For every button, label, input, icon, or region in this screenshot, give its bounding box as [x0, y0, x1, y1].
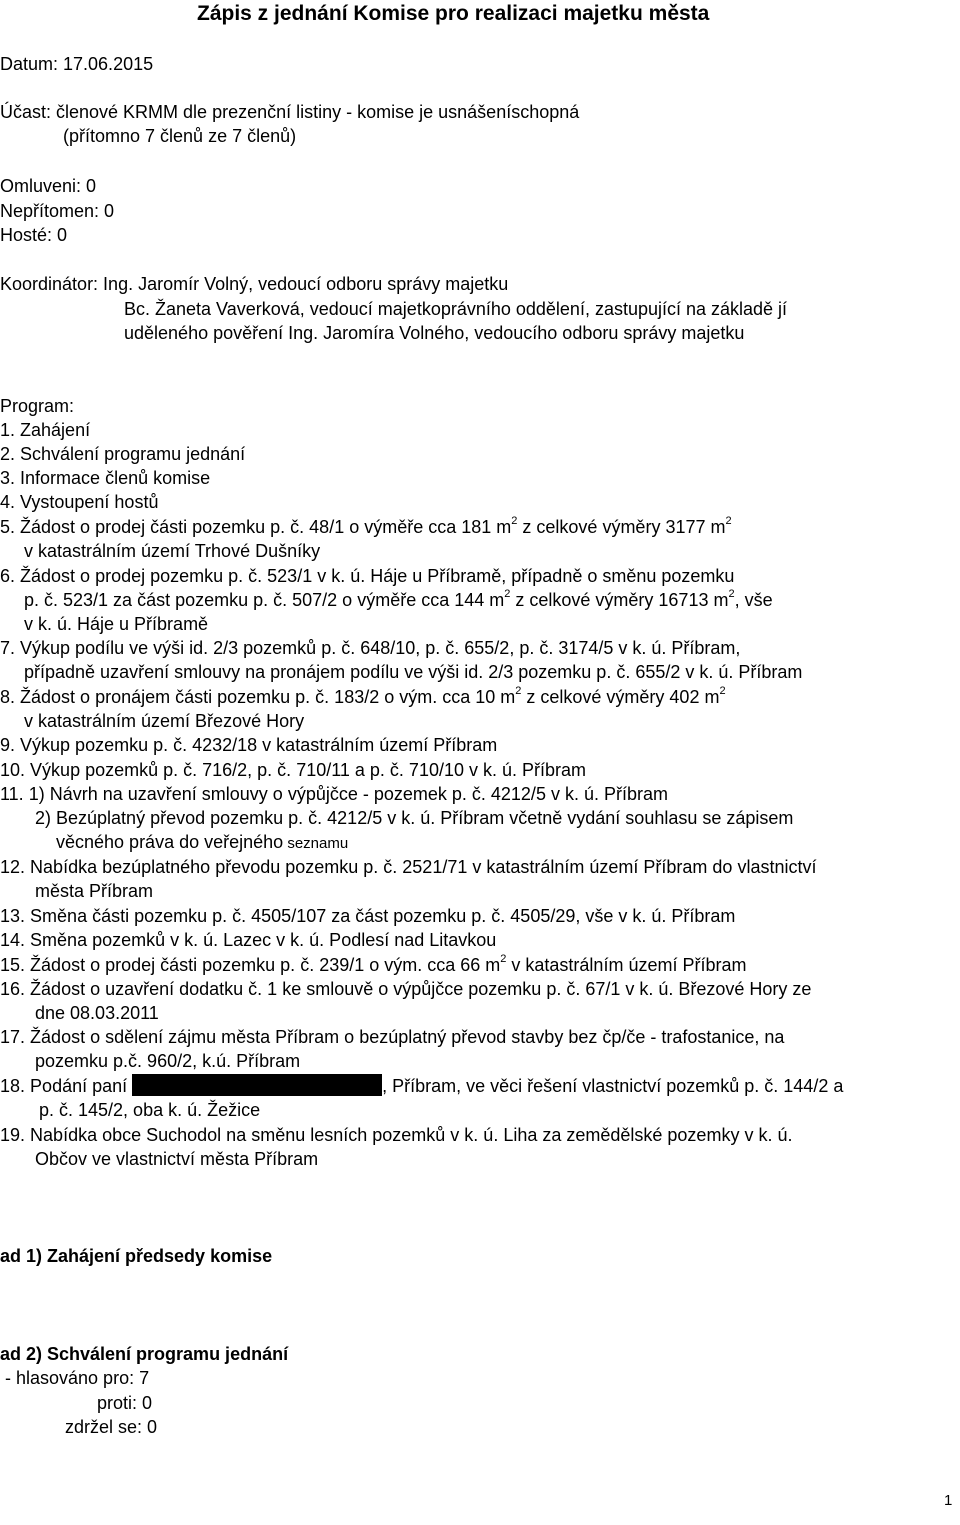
list-item: 18. Podání paní , Příbram, ve věci řešení vlastnictví pozemků p. č. 144/2 a [0, 1076, 844, 1096]
list-item-cont: Občov ve vlastnictví města Příbram [35, 1149, 319, 1169]
absent-count: Nepřítomen: 0 [0, 201, 115, 221]
coordinator-line: Koordinátor: Ing. Jaromír Volný, vedoucí odboru správy majetku [0, 274, 509, 294]
list-item-cont: města Příbram [35, 881, 154, 901]
list-item: 10. Výkup pozemků p. č. 716/2, p. č. 710/11 a p. č. 710/10 v k. ú. Příbram [0, 760, 587, 780]
redaction-box [132, 1074, 382, 1096]
attendance-count: (přítomno 7 členů ze 7 členů) [63, 126, 297, 146]
list-item: 3. Informace členů komise [0, 468, 211, 488]
list-item: 2. Schválení programu jednání [0, 444, 246, 464]
list-item: 14. Směna pozemků v k. ú. Lazec v k. ú. Podlesí nad Litavkou [0, 930, 497, 950]
list-item-cont: p. č. 145/2, oba k. ú. Žežice [39, 1100, 261, 1120]
list-item: 4. Vystoupení hostů [0, 492, 159, 512]
list-item: 9. Výkup pozemku p. č. 4232/18 v katastrálním území Příbram [0, 735, 498, 755]
list-item: 5. Žádost o prodej části pozemku p. č. 48/1 o výměře cca 181 $m^2$ z celkové výměry 3177 $m^2$ [0, 515, 732, 537]
list-item: 12. Nabídka bezúplatného převodu pozemku p. č. 2521/71 v katastrálním území Příbram do vlastnictví [0, 857, 817, 877]
list-item: 11. 1) Návrh na uzavření smlouvy o výpůjčce - pozemek p. č. 4212/5 v k. ú. Příbram [0, 784, 668, 804]
list-item: 15. Žádost o prodej části pozemku p. č. 239/1 o vým. cca 66 $m^2$ v katastrálním území Příbram [0, 953, 747, 975]
meeting-date: Datum: 17.06.2015 [0, 54, 154, 74]
attendance-line: Účast: členové KRMM dle prezenční listiny - komise je usnášeníschopná [0, 102, 580, 122]
coordinator-deputy-cont: uděleného pověření Ing. Jaromíra Volného, vedoucího odboru správy majetku [124, 323, 745, 343]
document-title: Zápis z jednání Komise pro realizaci majetku města [197, 2, 710, 25]
list-item: 13. Směna části pozemku p. č. 4505/107 za část pozemku p. č. 4505/29, vše v k. ú. Příbram [0, 906, 736, 926]
excused-count: Omluveni: 0 [0, 176, 97, 196]
list-item-cont: 2) Bezúplatný převod pozemku p. č. 4212/5 v k. ú. Příbram včetně vydání souhlasu se zápisem [35, 808, 794, 828]
list-item: 8. Žádost o pronájem části pozemku p. č. 183/2 o vým. cca 10 $m^2$ z celkové výměry 402 $m^2$ [0, 685, 726, 707]
section-ad2-heading: ad 2) Schválení programu jednání [0, 1344, 289, 1364]
list-item-cont: v katastrálním území Trhové Dušníky [24, 541, 321, 561]
list-item-cont: p. č. 523/1 za část pozemku p. č. 507/2 o výměře cca 144 $m^2$ z celkové výměry 16713 $m^2$, vše [24, 588, 773, 610]
vote-against: proti: 0 [97, 1393, 153, 1413]
section-ad1-heading: ad 1) Zahájení předsedy komise [0, 1246, 273, 1266]
list-item: 6. Žádost o prodej pozemku p. č. 523/1 v k. ú. Háje u Příbramě, případně o směnu pozemku [0, 566, 735, 586]
list-item: 19. Nabídka obce Suchodol na směnu lesních pozemků v k. ú. Liha za zemědělské pozemky v k. ú. [0, 1125, 793, 1145]
list-item-cont: pozemku p.č. 960/2, k.ú. Příbram [35, 1051, 301, 1071]
coordinator-deputy: Bc. Žaneta Vaverková, vedoucí majetkoprávního oddělení, zastupující na základě jí [124, 299, 788, 319]
list-item: 7. Výkup podílu ve výši id. 2/3 pozemků p. č. 648/10, p. č. 655/2, p. č. 3174/5 v k. ú. Příbram, [0, 638, 741, 658]
list-item-cont: věcného práva do veřejného seznamu [56, 832, 349, 852]
vote-abstain: zdržel se: 0 [65, 1417, 158, 1437]
list-item: 1. Zahájení [0, 420, 91, 440]
list-item-cont: případně uzavření smlouvy na pronájem podílu ve výši id. 2/3 pozemku p. č. 655/2 v k. ú. Příbram [24, 662, 803, 682]
guests-count: Hosté: 0 [0, 225, 68, 245]
list-item-cont: v katastrálním území Březové Hory [24, 711, 305, 731]
list-item-cont: v k. ú. Háje u Příbramě [24, 614, 209, 634]
list-item: 16. Žádost o uzavření dodatku č. 1 ke smlouvě o výpůjčce pozemku p. č. 67/1 v k. ú. Březové Hory ze [0, 979, 812, 999]
list-item-cont: dne 08.03.2011 [35, 1003, 159, 1023]
vote-for: - hlasováno pro: 7 [5, 1368, 150, 1388]
page-number: 1 [944, 1492, 953, 1509]
list-item: 17. Žádost o sdělení zájmu města Příbram o bezúplatný převod stavby bez čp/če - trafostanice, na [0, 1027, 785, 1047]
program-label: Program: [0, 396, 75, 416]
